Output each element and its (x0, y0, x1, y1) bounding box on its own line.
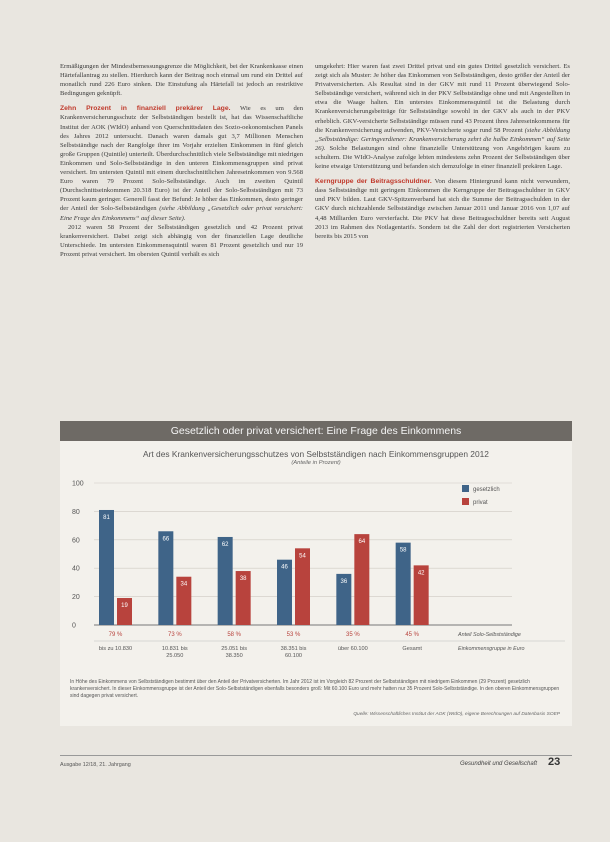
y-tick-label: 40 (72, 565, 80, 573)
bar-value-label: 19 (121, 603, 128, 610)
solo-share-label: 73 % (167, 632, 182, 638)
paragraph (315, 62, 570, 171)
paragraph-text: Wie es um den Krankenversicherungsschutz der Selbstständigen bestellt ist, hat das Wissenschaftliche Institut der AOK (WIdO) anhand von Querschnittsdaten des Sozio-oekonomischen Panels des Jahres 2012 untersucht. Danach waren damals gut 3,7 Millionen Menschen Selbstständige nach der Rangfolge ihrer im Vorjahr erzielten Einkommen in fünf gleich große Gruppen (Quintile) unterteilt. Überdurchschnittlich viele Selbstständige mit niedrigen Einkommen und Solo-Selbstständige in den unteren Einkommensgruppen sind privat versichert. Im untersten Quintil mit einem durchschnittlichen Jahreseinkommen von 9.568 Euro waren 79 Prozent Solo-Selbstständige. Auch im zweiten Quintil (Durchschnittseinkommen 20.318 Euro) ist der Anteil der Solo-Selbstständigen mit 73 Prozent kaum geringer. Generell fasst der Befund: Je höher das Einkommen, desto geringer der Anteil der Solo-Selbstständigen (60, 105, 303, 213)
chart-footnote: In Höhe des Einkommens von Selbstständigen bestimmt über den Anteil der Privatversicherten. Im Jahr 2012 ist im Vorgleich 82 Prozent der Selbstständigen mit niedrigem Einkommen (29 Prozent) gesetzlich krankenversichert. In dieser Einkommensgruppe ist der Anteil der Solo-Selbstständigen ebenfalls besonders groß: Mit 60.100 Euro und mehr hatten nur 35 Prozent Solo-Selbstständige. In den oberen Einkommensgruppen sind dagegen privat versichert. (70, 679, 560, 699)
bar-value-label: 66 (162, 536, 170, 543)
category-label: 60.100 (284, 653, 303, 659)
bar-gesetzlich (218, 537, 233, 625)
bar-chart (60, 469, 572, 677)
bar-gesetzlich (158, 531, 173, 625)
chart-subtitle: (Anteile in Prozent) (291, 460, 341, 466)
figure-reference: (siehe Abbildung „Gesetzlich oder privat versichert: Eine Frage des Einkommens“ auf dieser Seite). (60, 205, 303, 222)
solo-share-label: 53 % (286, 632, 301, 638)
bar-value-label: 54 (299, 553, 306, 560)
paragraph (60, 104, 303, 222)
bar-value-label: 34 (180, 581, 188, 588)
bar-privat (295, 548, 310, 625)
bar-value-label: 38 (239, 576, 247, 583)
y-tick-label: 20 (72, 594, 80, 602)
legend-label: privat (473, 500, 488, 506)
bar-value-label: 62 (221, 541, 229, 548)
left-text-column (60, 62, 303, 259)
solo-share-row-label: Anteil Solo-Selbstständige (458, 632, 521, 638)
bar-value-label: 58 (399, 547, 407, 554)
legend-swatch (462, 485, 469, 492)
category-label: über 60.100 (337, 646, 368, 652)
chart-infobox (60, 421, 572, 726)
solo-share-label: 45 % (405, 632, 420, 638)
category-label: 38.350 (225, 653, 243, 659)
legend-label: gesetzlich (473, 487, 500, 493)
category-label: 25.050 (166, 653, 184, 659)
issue-info: Ausgabe 12/18, 21. Jahrgang (60, 762, 131, 768)
y-tick-label: 0 (72, 622, 76, 630)
footer-rule (60, 755, 572, 756)
page-number: 23 (548, 756, 561, 768)
paragraph-text: Solche Belastungen sind ohne finanzielle Unterstützung von Angehörigen kaum zu schultern. Die WIdO-Analyse zufolge lebten mindestens zehn Prozent der Selbstständigen über keine etwaige Unterstützung und befanden sich demzufolge in einer finanziell prekären Lage. (315, 144, 570, 171)
subheading: Zehn Prozent in finanziell prekärer Lage. (60, 105, 231, 113)
paragraph-text: Von diesem Hintergrund kann nicht verwundern, dass Selbstständige mit geringem Einkommen die Kerngruppe der Beitragsschuldner in GKV und PKV bilden. Laut GKV-Spitzenverband hat sich die Summe der Beitragsschulden in der GKV durch nichtzahlende Selbstständige zwischen Januar 2011 und Januar 2016 von 1,07 auf 4,48 Milliarden Euro vervierfacht. Die PKV hat diese Beitragsschuldner bereits seit August 2013 im Rahmen des Notlagentarifs. Sondern ist die Zahl der dort registrierten Versicherten bereits bis 2015 von (315, 178, 570, 240)
income-row-label: Einkommensgruppe in Euro (458, 646, 525, 652)
solo-share-label: 35 % (345, 632, 360, 638)
paragraph (315, 177, 570, 241)
category-label: Gesamt (402, 646, 422, 652)
y-tick-label: 60 (72, 537, 80, 545)
bar-privat (354, 534, 369, 625)
bar-gesetzlich (99, 510, 114, 625)
figure-reference: (siehe Abbildung „Selbstständige: Geringverdiener: Krankenversicherung zehrt die halbe Einkommen“ auf Seite 26). (315, 126, 570, 152)
paragraph: Ermäßigungen der Mindestbemessungsgrenze die Möglichkeit, bei der Krankenkasse einen Härtefallantrag zu stellen. Hierdurch kann der Beitrag noch einmal um rund ein Drittel auf monatlich rund 226 Euro sinken. Die Einstufung als Härtefall ist jedoch an restriktive Bedingungen geknüpft. (60, 63, 303, 98)
y-tick-label: 80 (72, 508, 80, 516)
category-label: 25.051 bis (221, 646, 248, 652)
infobox-header: Gesetzlich oder privat versichert: Eine Frage des Einkommens (60, 421, 572, 441)
section-name: Gesundheit und Gesellschaft (460, 761, 538, 767)
subheading: Kerngruppe der Beitragsschuldner. (315, 178, 432, 186)
bar-value-label: 64 (358, 539, 366, 546)
paragraph: 2012 waren 58 Prozent der Selbstständigen gesetzlich und 42 Prozent privat krankenversichert. Dabei zeigt sich abhängig von der finanziellen Lage deutliche Unterschiede. Im untersten Einkommensquintil waren 81 Prozent gesetzlich und nur 19 Prozent privat versichert. Im obersten Quintil verhält es sich (60, 223, 303, 258)
paragraph-text: umgekehrt: Hier waren fast zwei Drittel privat und ein gutes Drittel gesetzlich versichert. Es zeigt sich als Muster: Je höher das Einkommen von Selbstständigen, desto größer der Anteil der Privatversicherten. Als Resultat sind in der GKV mit rund 11 Prozent überwiegend Solo-Selbstständige versichert, während sich in der PKV Selbstständige ohne und mit Angestellten in etwa die Waage halten. Ein unterstes Einkommensquintil ist die Belastung durch Krankenversicherungsbeiträge für Selbstständige sowohl in der GKV als auch in der PKV erheblich. GKV-versicherte Selbstständige müssen rund 43 Prozent ihres Jahreseinkommens für die Krankenversicherung aufwenden, PKV-Versicherte sogar rund 58 Prozent (315, 63, 570, 134)
y-tick-label: 100 (72, 480, 84, 488)
bar-value-label: 46 (281, 564, 288, 571)
bar-value-label: 81 (103, 514, 110, 521)
bar-gesetzlich (396, 543, 411, 625)
solo-share-label: 79 % (108, 632, 123, 638)
chart-title: Art des Krankenversicherungsschutzes von Selbstständigen nach Einkommensgruppen 2012 (143, 449, 489, 459)
bar-value-label: 42 (417, 570, 425, 577)
category-label: 10.831 bis (161, 646, 188, 652)
legend-swatch (462, 498, 469, 505)
right-text-column (315, 62, 570, 241)
category-label: bis zu 10.830 (98, 646, 133, 652)
chart-source: Quelle: Wissenschaftliches Institut der AOK (WIdO), eigene Berechnungen auf Datenbasis SOEP (353, 712, 560, 717)
solo-share-label: 58 % (227, 632, 242, 638)
bar-value-label: 36 (340, 578, 348, 585)
category-label: 38.351 bis (280, 646, 307, 652)
